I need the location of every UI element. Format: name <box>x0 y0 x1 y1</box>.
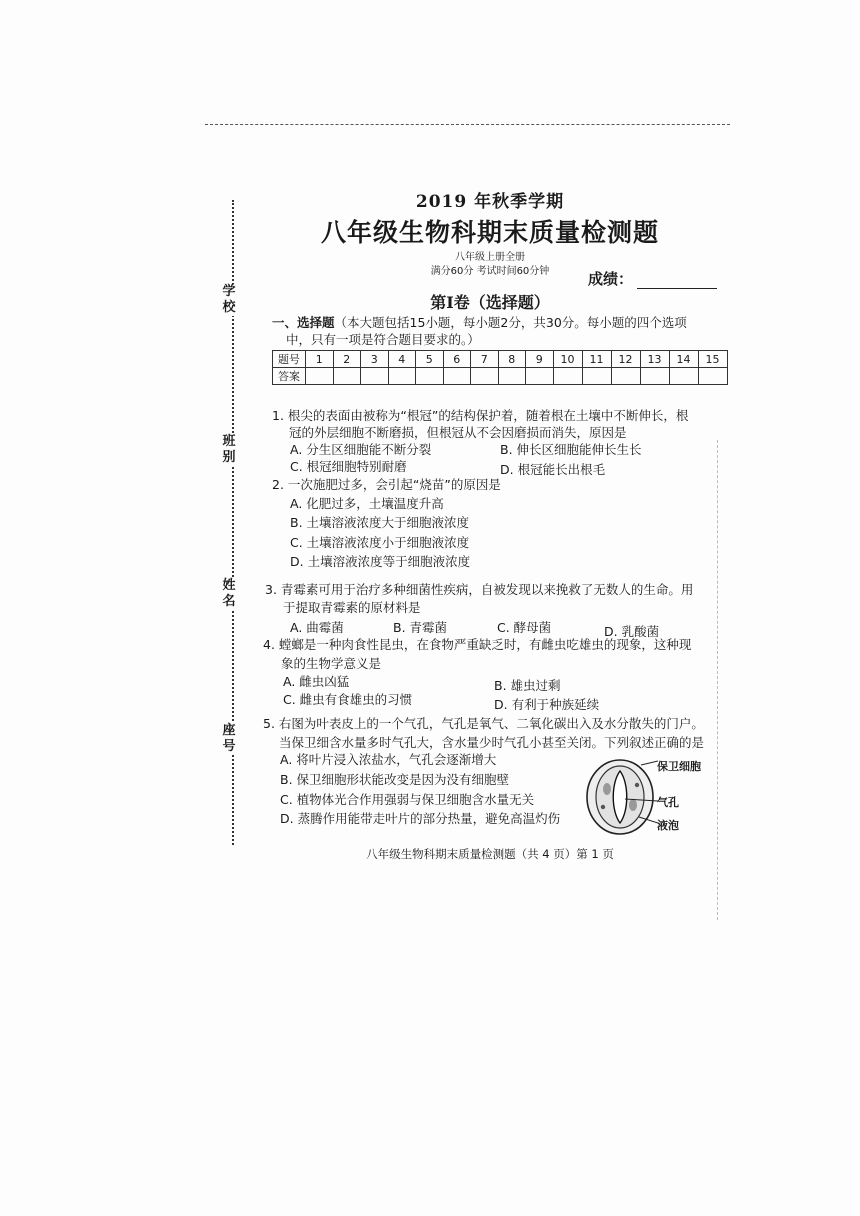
instructions-text-1: （本大题包括15小题，每小题2分，共30分。每小题的四个选项 <box>334 315 687 330</box>
q1-option-a: A. 分生区细胞能不断分裂 <box>290 442 432 457</box>
q1-stem-2: 冠的外层细胞不断磨损，但根冠从不会因磨损而消失，原因是 <box>289 425 627 440</box>
q1-option-c: C. 根冠细胞特别耐磨 <box>290 459 407 474</box>
instructions-text-2: 中，只有一项是符合题目要求的。） <box>286 332 480 347</box>
answer-cell[interactable] <box>582 368 611 385</box>
answer-cell[interactable] <box>388 368 416 385</box>
answer-table-number: 13 <box>640 351 669 368</box>
q4-option-b: B. 雄虫过剩 <box>494 678 561 693</box>
answer-table-number: 12 <box>611 351 640 368</box>
score-blank <box>637 274 717 289</box>
answer-cell[interactable] <box>698 368 727 385</box>
q5-stem-1: 5. 右图为叶表皮上的一个气孔，气孔是氧气、二氧化碳出入及水分散失的门户。 <box>263 716 704 731</box>
answer-cell[interactable] <box>553 368 582 385</box>
q3-stem-1: 3. 青霉素可用于治疗多种细菌性疾病，自被发现以来挽救了无数人的生命。用 <box>265 582 694 597</box>
q4-option-c: C. 雌虫有食雄虫的习惯 <box>283 692 413 707</box>
answer-cell[interactable] <box>640 368 669 385</box>
q5-option-d: D. 蒸腾作用能带走叶片的部分热量，避免高温灼伤 <box>280 811 561 826</box>
q3-option-b: B. 青霉菌 <box>393 620 448 635</box>
q5-option-c: C. 植物体光合作用强弱与保卫细胞含水量无关 <box>280 792 535 807</box>
answer-table <box>272 350 728 385</box>
q2-option-d: D. 土壤溶液浓度等于细胞液浓度 <box>290 554 471 569</box>
figure-label-guard-cell: 保卫细胞 <box>657 760 701 773</box>
q2-option-b: B. 土壤溶液浓度大于细胞液浓度 <box>290 515 470 530</box>
exam-term-title: 2019 年秋季学期 <box>415 192 565 212</box>
q3-option-d: D. 乳酸菌 <box>604 624 660 639</box>
answer-table-number: 8 <box>498 351 526 368</box>
answer-table-number-header: 题号 <box>273 351 306 368</box>
q1-stem-1: 1. 根尖的表面由被称为“根冠”的结构保护着，随着根在土壤中不断伸长，根 <box>272 408 689 423</box>
q2-option-c: C. 土壤溶液浓度小于细胞液浓度 <box>290 535 470 550</box>
score-field <box>588 268 717 289</box>
q3-stem-2: 于提取青霉素的原材料是 <box>283 600 421 615</box>
answer-cell[interactable] <box>416 368 444 385</box>
exam-score-time: 满分60分 考试时间60分钟 <box>430 266 550 277</box>
instructions-line-1 <box>272 315 687 331</box>
figure-label-vacuole: 液泡 <box>657 819 679 832</box>
sidebar-name-label: 姓名 <box>218 578 240 610</box>
answer-table-number-row <box>273 351 728 368</box>
q2-stem: 2. 一次施肥过多，会引起“烧苗”的原因是 <box>272 477 501 492</box>
q4-stem-1: 4. 螳螂是一种肉食性昆虫，在食物严重缺乏时，有雌虫吃雄虫的现象，这种现 <box>263 637 692 652</box>
q4-option-d: D. 有利于种族延续 <box>494 697 600 712</box>
q1-option-d: D. 根冠能长出根毛 <box>500 462 606 477</box>
answer-table-number: 10 <box>553 351 582 368</box>
exam-scope: 八年级上册全册 <box>455 252 525 263</box>
answer-table-answer-row <box>273 368 728 385</box>
answer-cell[interactable] <box>306 368 334 385</box>
answer-cell[interactable] <box>333 368 361 385</box>
q1-option-b: B. 伸长区细胞能伸长生长 <box>500 442 642 457</box>
exam-main-title: 八年级生物科期末质量检测题 <box>320 218 659 247</box>
answer-table-number: 3 <box>361 351 389 368</box>
stoma-diagram <box>583 757 658 837</box>
q2-option-a: A. 化肥过多，土壤温度升高 <box>290 496 444 511</box>
answer-table-number: 9 <box>526 351 554 368</box>
answer-cell[interactable] <box>498 368 526 385</box>
q3-option-a: A. 曲霉菌 <box>290 620 344 635</box>
q4-option-a: A. 雌虫凶猛 <box>283 674 350 689</box>
q5-stem-2: 当保卫细含水量多时气孔大，含水量少时气孔小甚至关闭。下列叙述正确的是 <box>279 735 705 750</box>
answer-cell[interactable] <box>526 368 554 385</box>
answer-cell[interactable] <box>361 368 389 385</box>
answer-table-number: 1 <box>306 351 334 368</box>
answer-cell[interactable] <box>669 368 698 385</box>
answer-table-number: 7 <box>471 351 499 368</box>
top-rule <box>205 124 730 125</box>
answer-cell[interactable] <box>471 368 499 385</box>
answer-table-number: 2 <box>333 351 361 368</box>
q3-option-c: C. 酵母菌 <box>497 620 552 635</box>
answer-table-number: 6 <box>443 351 471 368</box>
answer-table-number: 5 <box>416 351 444 368</box>
answer-table-number: 14 <box>669 351 698 368</box>
sidebar-seat-label: 座号 <box>218 723 240 755</box>
q5-option-b: B. 保卫细胞形状能改变是因为没有细胞壁 <box>280 772 510 787</box>
instructions-heading: 一、选择题 <box>272 315 335 330</box>
answer-table-answer-header: 答案 <box>273 368 306 385</box>
sidebar-school-label: 学校 <box>218 284 240 316</box>
section-title: 第Ⅰ卷（选择题） <box>430 293 550 312</box>
answer-cell[interactable] <box>443 368 471 385</box>
answer-table-number: 11 <box>582 351 611 368</box>
answer-cell[interactable] <box>611 368 640 385</box>
page-footer: 八年级生物科期末质量检测题（共 4 页）第 1 页 <box>366 847 614 861</box>
right-fold-line <box>717 440 718 920</box>
answer-table-number: 4 <box>388 351 416 368</box>
answer-table-number: 15 <box>698 351 727 368</box>
sidebar-class-label: 班别 <box>218 434 240 466</box>
score-label: 成绩： <box>588 270 634 288</box>
figure-label-stoma: 气孔 <box>657 796 679 809</box>
q5-option-a: A. 将叶片浸入浓盐水，气孔会逐渐增大 <box>280 752 497 767</box>
q4-stem-2: 象的生物学意义是 <box>281 656 382 671</box>
